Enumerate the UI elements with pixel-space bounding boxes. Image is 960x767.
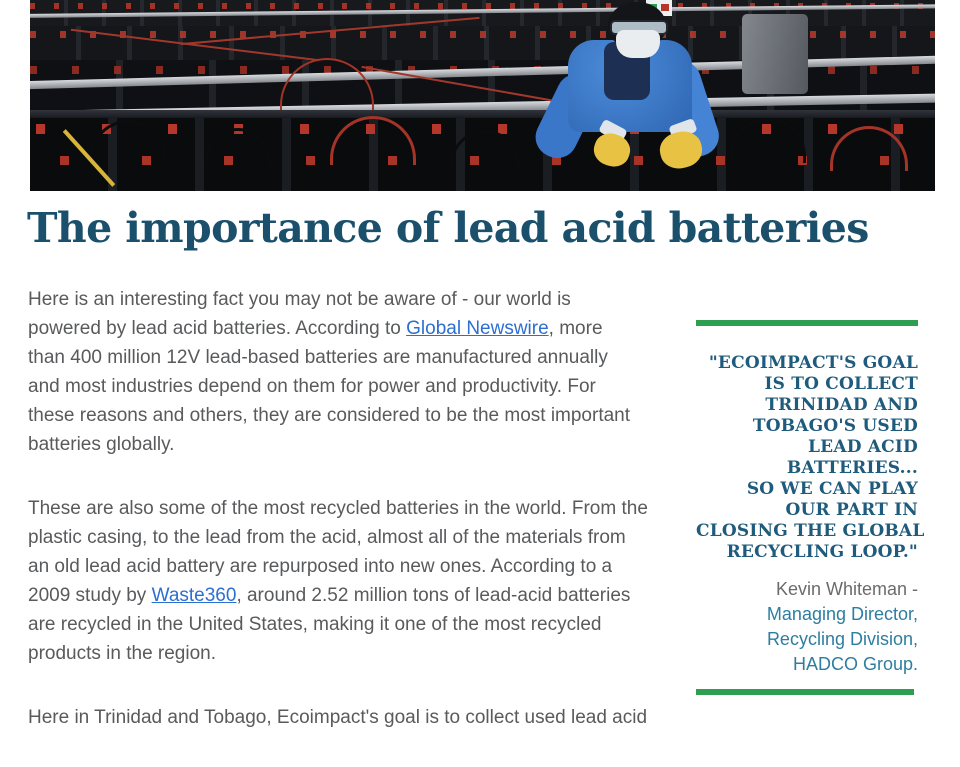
pullquote-line: CLOSING THE GLOBAL <box>696 521 925 541</box>
pullquote-bottom-rule <box>696 689 914 695</box>
worker-glove <box>590 129 634 171</box>
pullquote-text <box>696 353 925 563</box>
attribution-role-line: Recycling Division, <box>766 629 918 649</box>
pullquote-line: LEAD ACID <box>808 437 918 457</box>
text-line: and most industries depend on them for power and productivity. For <box>28 376 596 397</box>
text-line: an old lead acid battery are repurposed into new ones. According to a <box>28 556 613 577</box>
attribution-role-line: Managing Director, <box>766 604 918 624</box>
pullquote-line: OUR PART IN <box>785 500 918 520</box>
inline-link[interactable]: Waste360 <box>151 585 237 606</box>
paragraph <box>28 285 673 459</box>
article-title: The importance of lead acid batteries <box>27 204 869 252</box>
pullquote-line: BATTERIES... <box>786 458 918 478</box>
text-line: powered by lead acid batteries. According to Global Newswire, more <box>28 318 603 339</box>
pullquote-line: "ECOIMPACT'S GOAL <box>708 353 918 373</box>
pullquote-top-rule <box>696 320 918 326</box>
attribution-name: Kevin Whiteman - <box>775 579 918 599</box>
inline-link[interactable]: Global Newswire <box>406 318 549 339</box>
pullquote <box>696 320 925 695</box>
pullquote-line: IS TO COLLECT <box>764 374 918 394</box>
text-line: Here in Trinidad and Tobago, Ecoimpact's goal is to collect used lead acid <box>28 707 648 728</box>
attribution-roles <box>696 602 918 677</box>
text-line: 2009 study by Waste360, around 2.52 million tons of lead-acid batteries <box>28 585 631 606</box>
pullquote-line: SO WE CAN PLAY <box>746 479 918 499</box>
text-line: are recycled in the United States, making it one of the most recycled <box>28 614 602 635</box>
text-line: plastic casing, to the lead from the acid, almost all of the materials from <box>28 527 626 548</box>
paragraph <box>28 703 673 732</box>
pullquote-attribution <box>696 577 918 677</box>
text-line: batteries globally. <box>28 434 175 455</box>
text-line: These are also some of the most recycled batteries in the world. From the <box>28 498 648 519</box>
article-body <box>28 285 673 767</box>
hero-image <box>30 0 935 191</box>
control-cabinet <box>742 14 808 94</box>
paragraph <box>28 494 673 668</box>
text-line: these reasons and others, they are considered to be the most important <box>28 405 631 426</box>
worker-face-mask <box>616 30 660 58</box>
text-line: products in the region. <box>28 643 217 664</box>
text-line: than 400 million 12V lead-based batteries are manufactured annually <box>28 347 608 368</box>
pullquote-line: TRINIDAD AND <box>765 395 918 415</box>
pullquote-line: RECYCLING LOOP." <box>726 542 918 562</box>
attribution-role-line: HADCO Group. <box>792 654 918 674</box>
worker-figure <box>542 0 717 191</box>
pullquote-line: TOBAGO'S USED <box>752 416 918 436</box>
text-line: Here is an interesting fact you may not be aware of - our world is <box>28 289 571 310</box>
